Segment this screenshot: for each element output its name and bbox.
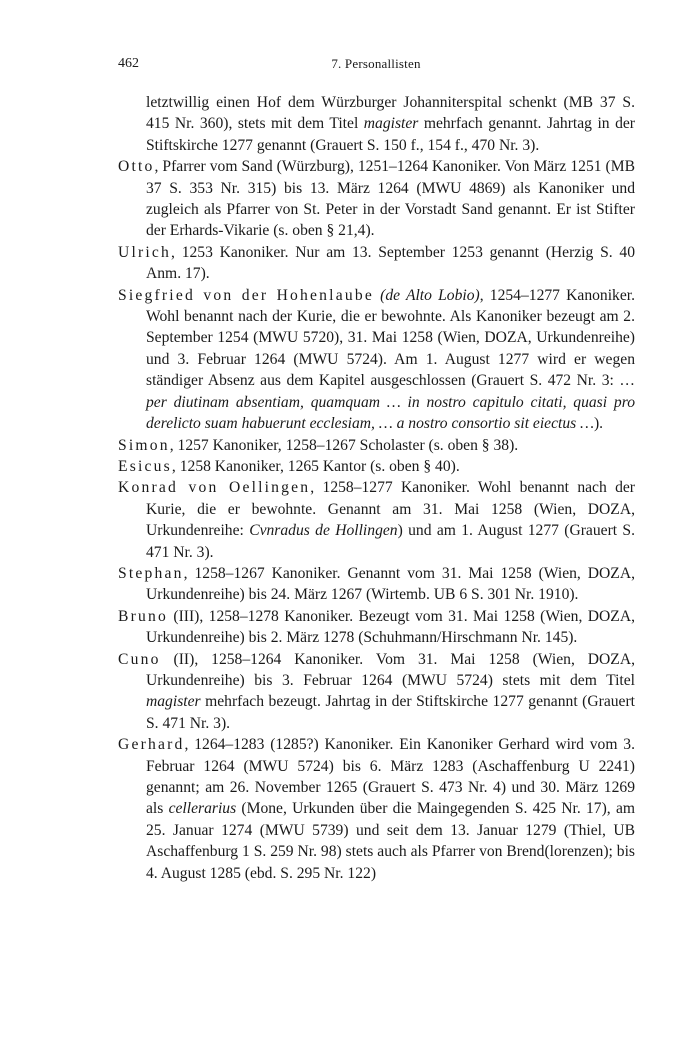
entry-name: Esicus	[118, 457, 172, 475]
entry-esicus: Esicus, 1258 Kanoniker, 1265 Kantor (s. oben § 40).	[118, 457, 460, 475]
entry-name: Stephan	[118, 564, 184, 582]
entry-siegfried: Siegfried von der Hohenlaube (de Alto Lobio), 1254–1277 Kanoniker. Wohl benannt nach der Kurie, die er bewohnte. Als Kanoniker bezeugt am 2. September 1254 (MWU 5720), 31. Mai 1258 (Wien, DOZA, Urkundenreihe) und 3. Februar 1264 (MWU 5724). Am 1. August 1277 wird er wegen ständiger Absenz aus dem Kapitel ausgeschlossen (Grauert S. 472 Nr. 3: … per diutinam absentiam, quamquam … in nostro capitulo citati, quasi pro derelicto suam habuerunt ecclesiam, … a nostro consortio sit eiectus …).	[118, 286, 635, 433]
entry-name: Cuno	[118, 650, 161, 668]
entry-name: Bruno	[118, 607, 168, 625]
entry-name: Siegfried von der Hohenlaube	[118, 286, 374, 304]
entry-continuation: letztwillig einen Hof dem Würzburger Johanniterspital schenkt (MB 37 S. 415 Nr. 360), stets mit dem Titel magister mehrfach genannt. Jahrtag in der Stiftskirche 1277 genannt (Grauert S. 150 f., 154 f., 470 Nr. 3).	[146, 94, 635, 154]
entry-name: Simon	[118, 436, 170, 454]
entry-konrad: Konrad von Oellingen, 1258–1277 Kanoniker. Wohl benannt nach der Kurie, die er bewohnte. Genannt am 31. Mai 1258 (Wien, DOZA, Urkundenreihe: Cvnradus de Hollingen) und am 1. August 1277 (Grauert S. 471 Nr. 3).	[118, 479, 635, 561]
entry-cuno: Cuno (II), 1258–1264 Kanoniker. Vom 31. Mai 1258 (Wien, DOZA, Urkundenreihe) bis 3. Februar 1264 (MWU 5724) stets mit dem Titel magister mehrfach bezeugt. Jahrtag in der Stiftskirche 1277 genannt (Grauert S. 471 Nr. 3).	[118, 650, 635, 732]
entry-stephan: Stephan, 1258–1267 Kanoniker. Genannt vom 31. Mai 1258 (Wien, DOZA, Urkundenreihe) bis 24. März 1267 (Wirtemb. UB 6 S. 301 Nr. 1910).	[118, 564, 635, 604]
entry-name: Ulrich	[118, 243, 172, 261]
running-head: 7. Personallisten	[331, 56, 421, 71]
entry-simon: Simon, 1257 Kanoniker, 1258–1267 Scholaster (s. oben § 38).	[118, 436, 519, 454]
page-number: 462	[118, 56, 139, 71]
entry-otto: Otto, Pfarrer vom Sand (Würzburg), 1251–1264 Kanoniker. Von März 1251 (MB 37 S. 353 Nr. 315) bis 13. März 1264 (MWU 4869) als Kanoniker und zugleich als Pfarrer von St. Peter in der Vorstadt Sand genannt. Er ist Stifter der Erhards-Vikarie (s. oben § 21,4).	[118, 158, 635, 240]
entry-bruno: Bruno (III), 1258–1278 Kanoniker. Bezeugt vom 31. Mai 1258 (Wien, DOZA, Urkundenreihe) bis 2. März 1278 (Schuhmann/Hirschmann Nr. 145).	[118, 607, 635, 647]
entry-gerhard: Gerhard, 1264–1283 (1285?) Kanoniker. Ein Kanoniker Gerhard wird vom 3. Februar 1264 (MWU 5724) bis 6. März 1283 (Aschaffenburg U 2241) genannt; am 26. November 1265 (Grauert S. 473 Nr. 4) und 30. März 1269 als cellerarius (Mone, Urkunden über die Maingegenden S. 425 Nr. 17), am 25. Januar 1274 (MWU 5739) und seit dem 13. Januar 1279 (Thiel, UB Aschaffenburg 1 S. 259 Nr. 98) stets auch als Pfarrer von Brend(lorenzen); bis 4. August 1285 (ebd. S. 295 Nr. 122)	[118, 736, 635, 882]
entry-ulrich: Ulrich, 1253 Kanoniker. Nur am 13. September 1253 genannt (Herzig S. 40 Anm. 17).	[118, 243, 635, 283]
entry-name: Konrad von Oellingen	[118, 479, 311, 497]
entry-name: Gerhard	[118, 736, 185, 754]
page-header	[118, 56, 634, 78]
body-text	[118, 92, 635, 884]
entry-name: Otto	[118, 158, 155, 176]
